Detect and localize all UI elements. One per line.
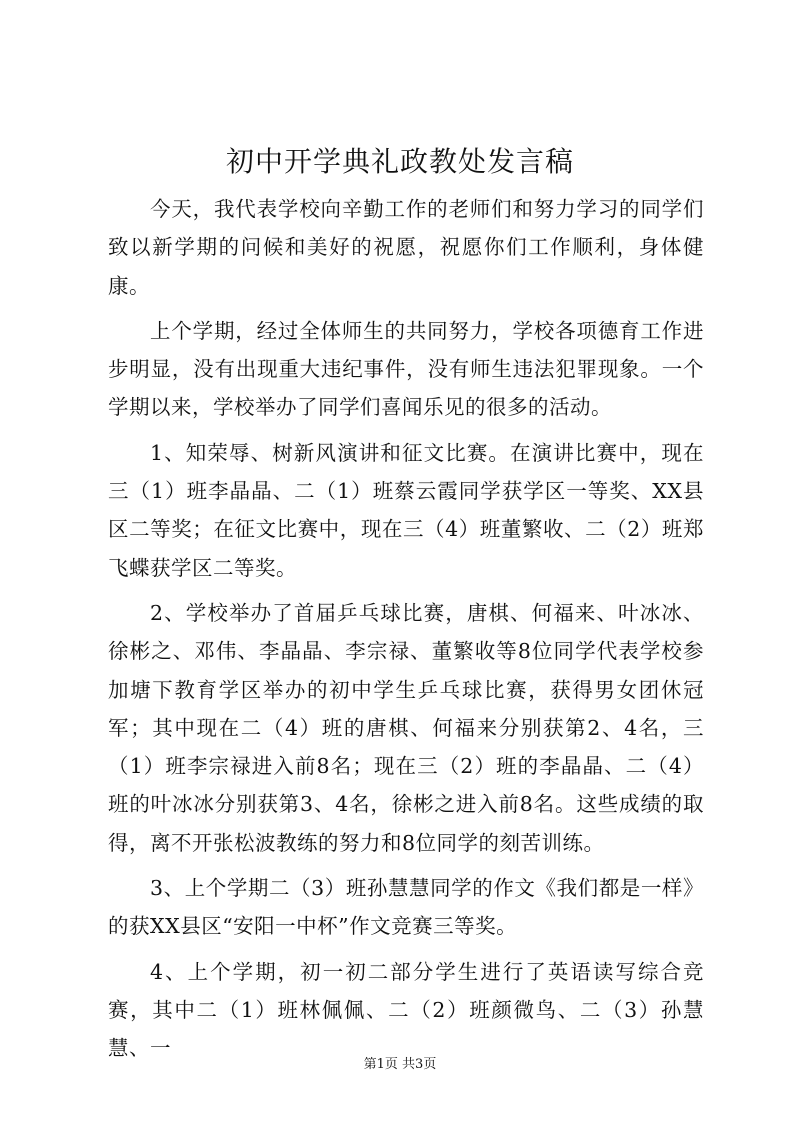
paragraph-last-semester: 上个学期，经过全体师生的共同努力，学校各项德育工作进步明显，没有出现重大违纪事件，没有师生违法犯罪现象。一个学期以来，学校举办了同学们喜闻乐见的很多的活动。 xyxy=(108,318,704,420)
document-title: 初中开学典礼政教处发言稿 xyxy=(225,145,574,178)
paragraph-item-1-speech-contest: 1、知荣辱、树新风演讲和征文比赛。在演讲比赛中，现在三（1）班李晶晶、二（1）班蔡云霞同学获学区一等奖、XX县区二等奖；在征文比赛中，现在三（4）班董繁收、二（2）班郑飞蝶获学区二等奖。 xyxy=(108,440,704,580)
paragraph-item-2-table-tennis: 2、学校举办了首届乒乓球比赛，唐棋、何福来、叶冰冰、徐彬之、邓伟、李晶晶、李宗禄、董繁收等8位同学代表学校参加塘下教育学区举办的初中学生乒乓球比赛，获得男女团休冠军；其中现在二（4）班的唐棋、何福来分别获第2、4名，三（1）班李宗禄进入前8名；现在三（2）班的李晶晶、二（4）班的叶冰冰分别获第3、4名，徐彬之进入前8名。这些成绩的取得，离不开张松波教练的努力和8位同学的刻苦训练。 xyxy=(108,600,704,855)
paragraph-item-4-english-contest: 4、上个学期，初一初二部分学生进行了英语读写综合竞赛，其中二（1）班林佩佩、二（2）班颜微鸟、二（3）孙慧慧、一 xyxy=(108,959,704,1061)
paragraph-greeting: 今天，我代表学校向辛勤工作的老师们和努力学习的同学们致以新学期的问候和美好的祝愿，祝愿你们工作顺利，身体健康。 xyxy=(108,197,704,298)
page-number-footer: 第1页 共3页 xyxy=(363,1057,437,1072)
paragraph-item-3-essay-award: 3、上个学期二（3）班孙慧慧同学的作文《我们都是一样》的获XX县区“安阳一中杯”作文竞赛三等奖。 xyxy=(108,876,704,939)
document-body xyxy=(108,190,704,1075)
